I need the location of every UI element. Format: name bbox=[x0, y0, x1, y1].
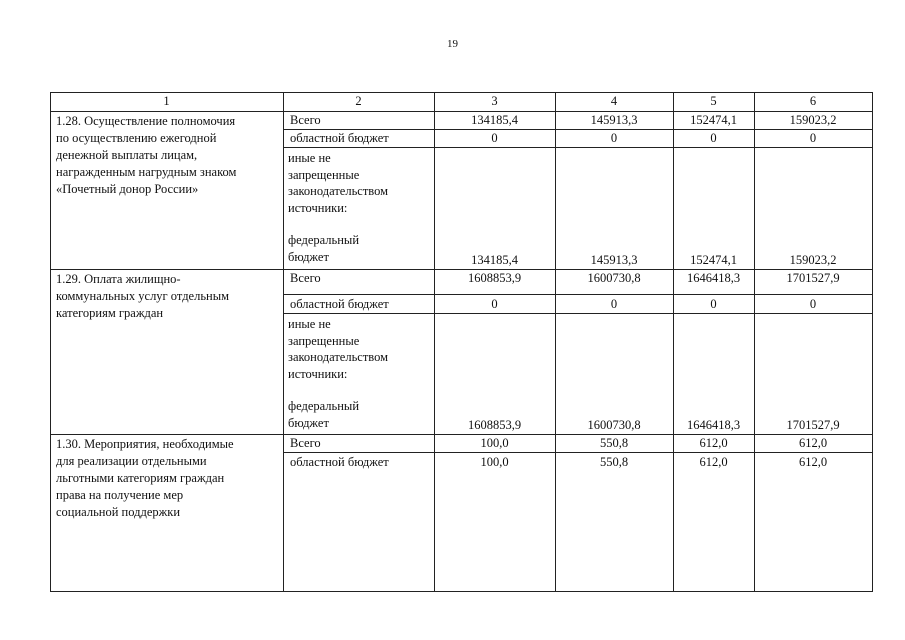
other-sources-label: иные не запрещенные законодательством источники: bbox=[288, 151, 389, 215]
row-description: 1.28. Осуществление полномочия по осуществлению ежегодной денежной выплаты лицам, награжденным нагрудным знаком «Почетный донор России» bbox=[56, 114, 237, 196]
row-federal-value: 1600730,8 bbox=[587, 418, 641, 432]
row-federal-value: 134185,4 bbox=[471, 253, 518, 267]
row-other-sources bbox=[288, 150, 388, 265]
row-regional-label: областной бюджет bbox=[290, 455, 389, 469]
row-regional-value: 0 bbox=[710, 131, 717, 145]
row-description: 1.29. Оплата жилищно- коммунальных услуг отдельным категориям граждан bbox=[56, 272, 230, 320]
row-total-value: 612,0 bbox=[798, 436, 828, 450]
row-federal-value: 1608853,9 bbox=[467, 418, 522, 432]
row-regional-value: 612,0 bbox=[798, 455, 828, 469]
row-total-value: 1701527,9 bbox=[786, 271, 840, 285]
row-regional-value: 0 bbox=[491, 131, 498, 145]
row-total-value: 1600730,8 bbox=[587, 271, 641, 285]
row-regional-value: 0 bbox=[710, 297, 717, 311]
row-federal-value: 159023,2 bbox=[789, 253, 837, 267]
row-total-value: 134185,4 bbox=[471, 113, 518, 127]
row-regional-value: 550,8 bbox=[599, 455, 629, 469]
header-col-2: 2 bbox=[355, 94, 362, 108]
header-col-5: 5 bbox=[710, 94, 717, 108]
row-regional-value: 612,0 bbox=[699, 455, 728, 469]
row-regional-value: 0 bbox=[809, 297, 817, 311]
header-col-4: 4 bbox=[610, 94, 618, 108]
row-total-label: Всего bbox=[290, 113, 321, 127]
header-col-1: 1 bbox=[163, 94, 170, 108]
row-total-value: 1608853,9 bbox=[467, 271, 522, 285]
row-total-value: 100,0 bbox=[480, 436, 509, 450]
row-regional-value: 0 bbox=[809, 131, 817, 145]
row-total-value: 145913,3 bbox=[590, 113, 638, 127]
row-regional-label: областной бюджет bbox=[290, 131, 389, 145]
row-regional-value: 0 bbox=[491, 297, 498, 311]
row-total-value: 159023,2 bbox=[789, 113, 837, 127]
row-federal-value: 152474,1 bbox=[690, 253, 737, 267]
row-other-sources bbox=[288, 316, 388, 431]
other-sources-label: иные не запрещенные законодательством источники: bbox=[288, 317, 389, 381]
row-description: 1.30. Мероприятия, необходимые для реализации отдельными льготными категориям граждан права на получение мер социальной поддержки bbox=[56, 437, 234, 519]
row-regional-label: областной бюджет bbox=[290, 297, 389, 311]
page-number: 19 bbox=[447, 38, 458, 50]
row-total-value: 612,0 bbox=[699, 436, 728, 450]
row-total-label: Всего bbox=[290, 436, 321, 450]
row-regional-value: 0 bbox=[610, 131, 618, 145]
header-col-6: 6 bbox=[809, 94, 817, 108]
row-total-label: Всего bbox=[290, 271, 321, 285]
header-col-3: 3 bbox=[491, 94, 498, 108]
row-total-value: 152474,1 bbox=[690, 113, 737, 127]
row-total-value: 550,8 bbox=[599, 436, 629, 450]
row-federal-value: 145913,3 bbox=[590, 253, 638, 267]
row-federal-value: 1646418,3 bbox=[686, 418, 741, 432]
row-regional-value: 0 bbox=[610, 297, 618, 311]
federal-label: федеральный бюджет bbox=[288, 399, 360, 430]
row-total-value: 1646418,3 bbox=[686, 271, 741, 285]
federal-label: федеральный бюджет bbox=[288, 233, 360, 264]
row-regional-value: 100,0 bbox=[480, 455, 509, 469]
row-federal-value: 1701527,9 bbox=[786, 418, 840, 432]
